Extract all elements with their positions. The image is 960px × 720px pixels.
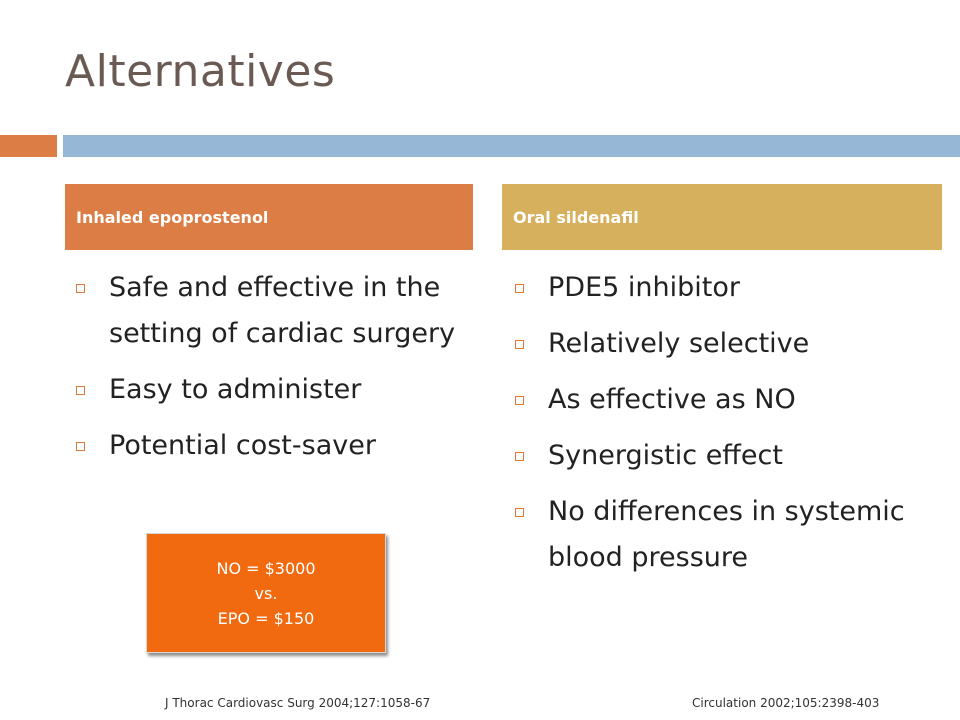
list-item [76, 423, 456, 469]
left-bullet-list [76, 265, 456, 479]
list-item [515, 321, 935, 367]
bullet-text: Safe and effective in the setting of cardiac surgery [109, 272, 456, 349]
bullet-text: PDE5 inhibitor [548, 272, 740, 303]
list-item [515, 489, 935, 581]
list-item [76, 265, 456, 357]
list-item [515, 265, 935, 311]
square-bullet-icon [515, 396, 524, 405]
callout-line: vs. [254, 583, 278, 603]
citation-right: Circulation 2002;105:2398-403 [692, 696, 880, 710]
right-column-header: Oral sildenafil [502, 184, 942, 250]
list-item [515, 433, 935, 479]
bullet-text: Easy to administer [109, 374, 362, 405]
square-bullet-icon [76, 284, 85, 293]
callout-line: NO = $3000 [216, 558, 316, 578]
slide-title: Alternatives [65, 46, 336, 97]
right-bullet-list [515, 265, 935, 591]
square-bullet-icon [76, 442, 85, 451]
left-column-header: Inhaled epoprostenol [65, 184, 473, 250]
list-item [515, 377, 935, 423]
square-bullet-icon [515, 284, 524, 293]
list-item [76, 367, 456, 413]
cost-callout-box [146, 533, 386, 653]
bullet-text: Synergistic effect [548, 440, 783, 471]
bullet-text: No differences in systemic blood pressure [548, 496, 905, 573]
square-bullet-icon [515, 340, 524, 349]
bullet-text: Potential cost-saver [109, 430, 376, 461]
bullet-text: Relatively selective [548, 328, 810, 359]
citation-left: J Thorac Cardiovasc Surg 2004;127:1058-67 [165, 696, 431, 710]
bullet-text: As effective as NO [548, 384, 796, 415]
accent-bar-blue [63, 135, 960, 157]
square-bullet-icon [76, 386, 85, 395]
callout-line: EPO = $150 [217, 608, 315, 628]
accent-bar-orange [0, 135, 57, 157]
square-bullet-icon [515, 452, 524, 461]
square-bullet-icon [515, 508, 524, 517]
